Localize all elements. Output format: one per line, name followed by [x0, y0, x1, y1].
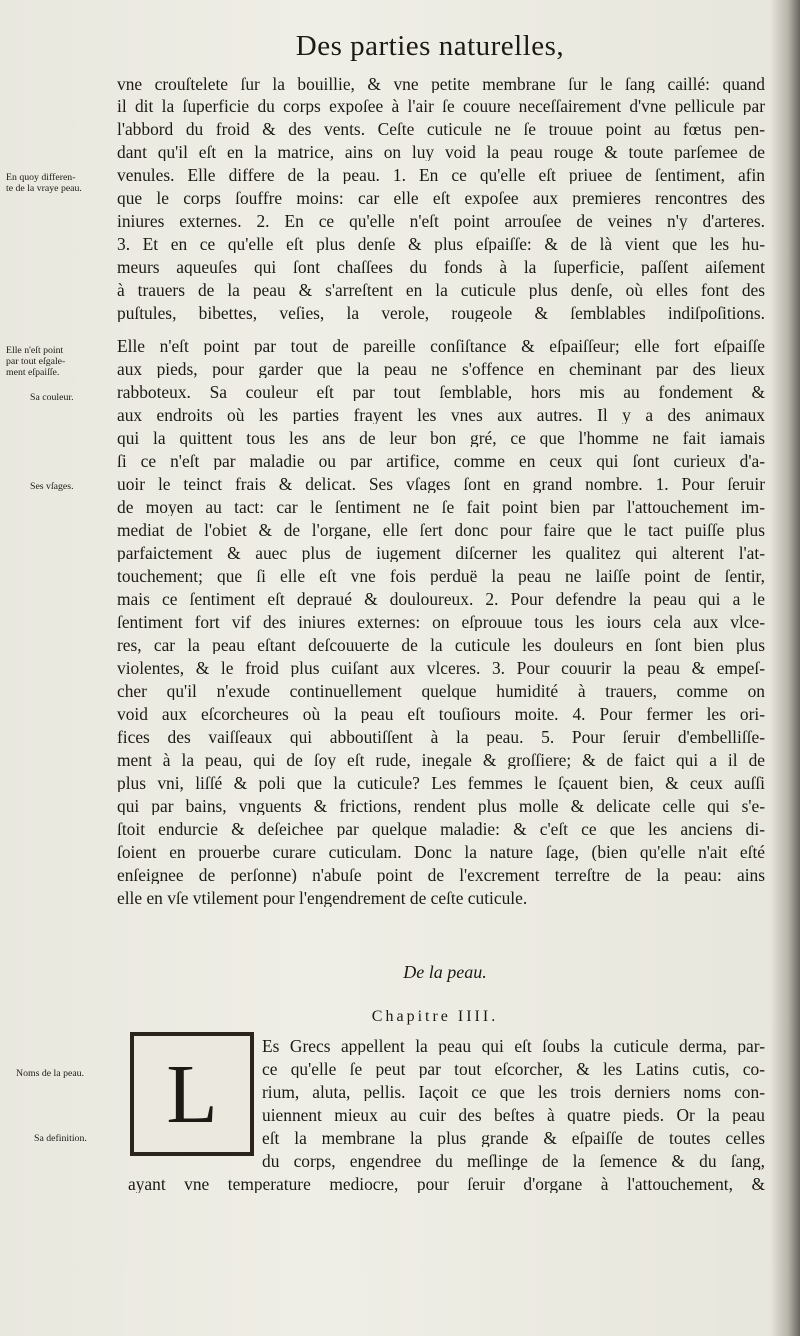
- chapter-line: eſt la membrane la plus grande & eſpaiſſe de toutes celles: [262, 1130, 765, 1148]
- body-line: mediat de l'obiet & de l'organe, elle ſert donc pour faire que le tact puiſſe plus: [117, 522, 765, 540]
- margin-note: En quoy differen- te de la vraye peau.: [6, 172, 82, 194]
- body-line: venules. Elle differe de la peau. 1. En ce qu'elle eſt priuee de ſentiment, afin: [117, 167, 765, 185]
- body-line: il dit la ſuperficie du corps expoſee à l'air ſe couure neceſſairement d'vne pellicule par: [117, 98, 765, 116]
- body-line: meurs aqueuſes qui ſont chaſſees du fonds à la ſuperficie, paſſent aiſement: [117, 259, 765, 277]
- chapter-line: Es Grecs appellent la peau qui eſt ſoubs la cuticule derma, par-: [262, 1038, 765, 1056]
- body-line: elle en vſe vtilement pour l'engendrement de ceſte cuticule.: [117, 890, 528, 908]
- chapter-line: ayant vne temperature mediocre, pour ſeruir d'organe à l'attouchement, &: [128, 1176, 765, 1194]
- body-line: qui par bains, vnguents & frictions, rendent plus molle & delicate celle qui s'e-: [117, 798, 765, 816]
- body-line: vne crouſtelete ſur la bouillie, & vne petite membrane ſur le ſang caillé: quand: [117, 76, 765, 94]
- body-line: qui la quittent tous les ans de leur bon gré, ce que l'homme ne fait iamais: [117, 430, 765, 448]
- body-line: l'abbord du froid & des vents. Ceſte cuticule ne ſe trouue point au fœtus pen-: [117, 121, 765, 139]
- body-line: fices des vaiſſeaux qui abboutiſſent à la peau. 5. Pour ſeruir d'embelliſſe-: [117, 729, 765, 747]
- body-line: aux endroits où les parties frayent les vnes aux autres. Il y a des animaux: [117, 407, 765, 425]
- body-line: ſentiment fort vif des iniures externes: on eſprouue tous les iours cela aux vlce-: [117, 614, 765, 632]
- body-line: touchement; que ſi elle eſt vne fois perduë la peau ne laiſſe point de ſentir,: [117, 568, 765, 586]
- margin-note: Noms de la peau.: [16, 1068, 85, 1079]
- running-head: Des parties naturelles,: [295, 30, 565, 62]
- body-line: enſeignee de perſonne) n'abuſe point de l'excrement terreſtre de la peau: ains: [117, 867, 765, 885]
- ornamental-drop-cap: [130, 1032, 254, 1156]
- section-title: De la peau.: [403, 962, 487, 982]
- body-line: aux pieds, pour garder que la peau ne s'offence en cheminant par des lieux: [117, 361, 765, 379]
- body-line: ſi ce n'eſt par maladie ou par artifice, comme en ceux qui ſont curieux d'a-: [117, 453, 765, 471]
- body-line: uoir le teinct frais & delicat. Ses vſages ſont en grand nombre. 1. Pour ſeruir: [117, 476, 765, 494]
- body-line: void aux eſcorcheures où la peau eſt touſiours moite. 4. Pour fermer les ori-: [117, 706, 765, 724]
- body-line: iniures externes. 2. En ce qu'elle n'eſt point arrouſee de veines n'y d'arteres.: [117, 213, 765, 231]
- drop-cap-letter: L: [166, 1047, 218, 1141]
- body-line: Elle n'eſt point par tout de pareille conſiſtance & eſpaiſſeur; elle fort eſpaiſſe: [117, 338, 765, 356]
- body-line: 3. Et en ce qu'elle eſt plus denſe & plus eſpaiſſe: & de là vient que les hu-: [117, 236, 765, 254]
- margin-note: Sa couleur.: [30, 392, 74, 403]
- chapter-line: du corps, engendree du meſlinge de la ſemence & du ſang,: [262, 1153, 765, 1171]
- margin-note: Ses vſages.: [30, 481, 74, 492]
- body-line: à trauers de la peau & s'arreſtent en la cuticule plus denſe, où elles font des: [117, 282, 765, 300]
- chapter-heading: Chapitre IIII.: [371, 1008, 499, 1025]
- margin-note: Elle n'eſt point par tout eſgale- ment eſpaiſſe.: [6, 345, 66, 378]
- body-line: rabboteux. Sa couleur eſt par tout ſemblable, hors mis au fondement &: [117, 384, 765, 402]
- body-line: dant qu'il eſt en la matrice, ains on luy void la peau rouge & toute parſemee de: [117, 144, 765, 162]
- body-line: mais ce ſentiment eſt depraué & douloureux. 2. Pour defendre la peau qui a le: [117, 591, 765, 609]
- body-line: violentes, & le froid plus cuiſant aux vlceres. 3. Pour couurir la peau & empeſ-: [117, 660, 765, 678]
- body-line: de moyen au tact: car le ſentiment ne ſe fait point bien par l'attouchement im-: [117, 499, 765, 517]
- body-line: res, car la peau eſtant deſcouuerte de la cuticule les douleurs en ſont bien plus: [117, 637, 765, 655]
- body-line: ſoient en prouerbe curare cuticulam. Donc la nature ſage, (bien qu'elle n'ait eſté: [117, 844, 765, 862]
- body-line: plus vni, liſſé & poli que la cuticule? Les femmes le ſçauent bien, & ceux auſſi: [117, 775, 765, 793]
- body-line: ſtoit endurcie & deſeichee par quelque maladie: & c'eſt ce que les anciens di-: [117, 821, 765, 839]
- body-line: ment à la peau, qui de ſoy eſt rude, inegale & groſſiere; & de faict qui a il de: [117, 752, 765, 770]
- chapter-line: uiennent mieux au cuir des beſtes à quatre pieds. Or la peau: [262, 1107, 765, 1125]
- body-line: puſtules, bibettes, veſies, la verole, rougeole & ſemblables indiſpoſitions.: [117, 305, 765, 323]
- body-line: parfaictement & auec plus de iugement diſcerner les qualitez qui alterent l'at-: [117, 545, 765, 563]
- chapter-line: rium, aluta, pellis. Iaçoit ce que les trois derniers noms con-: [262, 1084, 765, 1102]
- binding-shadow: [770, 0, 800, 1336]
- margin-note: Sa definition.: [34, 1133, 87, 1144]
- body-line: que le corps ſouffre moins: car elle eſt expoſee aux premieres rencontres des: [117, 190, 765, 208]
- chapter-line: ce qu'elle ſe peut par tout eſcorcher, & les Latins cutis, co-: [262, 1061, 765, 1079]
- body-line: cher qu'il n'exude continuellement quelque humidité à trauers, comme on: [117, 683, 765, 701]
